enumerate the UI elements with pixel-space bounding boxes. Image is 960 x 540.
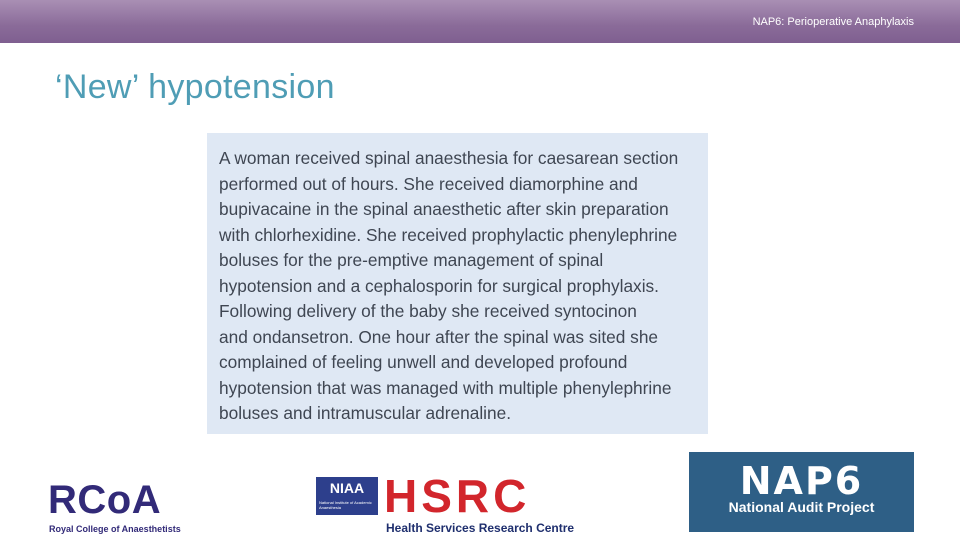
case-line: with chlorhexidine. She received prophylactic phenylephrine — [219, 224, 678, 245]
niaa-logo — [316, 477, 378, 515]
nap6-logo-title: NAP6 — [739, 459, 864, 503]
case-line: Following delivery of the baby she received syntocinon — [219, 301, 637, 321]
case-line: performed out of hours. She received diamorphine and — [219, 173, 638, 194]
case-line: bupivacaine in the spinal anaesthetic after skin preparation — [219, 199, 669, 219]
case-line: hypotension and a cephalosporin for surgical prophylaxis. — [219, 275, 659, 296]
header-title: NAP6: Perioperative Anaphylaxis — [752, 16, 914, 28]
case-line: hypotension that was managed with multiple phenylephrine — [219, 377, 672, 398]
header-bar — [0, 0, 960, 43]
nap6-logo — [689, 452, 914, 532]
rcoa-logo — [48, 478, 198, 538]
slide-title: ‘New’ hypotension — [55, 68, 335, 106]
hsrc-logo-caption: Health Services Research Centre — [386, 521, 575, 535]
rcoa-logo-caption: Royal College of Anaesthetists — [49, 524, 181, 534]
case-line: and ondansetron. One hour after the spinal was sited she — [219, 326, 659, 347]
hsrc-logo-mark: HSRC — [384, 470, 531, 522]
rcoa-logo-mark: RCoA — [48, 478, 162, 522]
case-line: boluses and intramuscular adrenaline. — [219, 403, 512, 423]
nap6-logo-caption: National Audit Project — [728, 499, 875, 515]
case-description-box — [207, 133, 708, 434]
case-line: complained of feeling unwell and developed profound — [219, 352, 628, 372]
case-line: boluses for the pre-emptive management of spinal — [219, 250, 604, 270]
case-line: A woman received spinal anaesthesia for caesarean section — [219, 148, 679, 168]
niaa-logo-label: NIAA — [329, 480, 365, 496]
niaa-logo-subtext: National Institute of Academic Anaesthesia — [319, 500, 372, 510]
